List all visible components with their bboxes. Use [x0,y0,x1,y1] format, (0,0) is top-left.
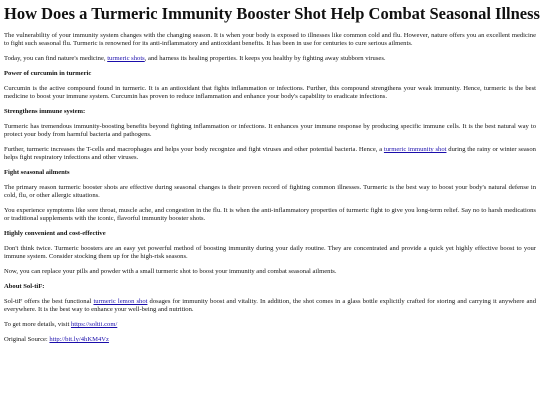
about-text-before: Sol-tiF offers the best functional [4,298,94,305]
section-heading-about: About Sol-tiF: [4,283,45,290]
section-heading-immune: Strengthens immune system: [4,108,86,115]
soltii-website-link[interactable]: https://soltii.com/ [70,321,118,328]
source-line [4,336,536,344]
immune-text-before: Further, turmeric increases the T-cells and macrophages and helps your body recognize and fight viruses and other potential bacteria. Hence, a [4,146,384,153]
immune-text-after: during the rainy or winter season helps fight respiratory infections and other viruses. [4,146,536,161]
intro-text-before: Today, you can find nature's medicine, [4,55,108,62]
section-body-immune-1: Turmeric has tremendous immunity-boosting benefits beyond fighting inflammation or infections. It enhances your immune response by producing specific immune cells. It is the best natural way to protect your body from harmful bacteria and pathogens. [4,123,536,138]
section-body-convenient-2: Now, you can replace your pills and powder with a small turmeric shot to boost your immunity and combat seasonal ailments. [4,268,337,275]
turmeric-immunity-shot-link[interactable]: turmeric immunity shot [383,146,447,153]
section-heading-seasonal: Fight seasonal ailments [4,169,70,176]
intro-paragraph-2 [4,55,536,63]
section-heading-convenient: Highly convenient and cost-effective [4,230,106,237]
section-body-curcumin: Curcumin is the active compound found in turmeric. It is an antioxidant that fights inflammation or infections. Further, this compound strengthens your weak immunity. Hence, turmeric is the best medicine to boost your immune system. Curcumin has proven to reduce inflammation and enhance your body's capability to eradicate infections. [4,85,536,100]
section-body-about [4,298,536,314]
section-body-immune-2 [4,146,536,162]
about-text-after: dosages for immunity boost and vitality. In addition, the shot comes in a glass bottle explicitly crafted for storing and carrying it anywhere and everywhere. It is the best way to enhance your well-being and nutrition. [4,298,536,313]
section-body-convenient-1: Don't think twice. Turmeric boosters are an easy yet powerful method of boosting immunity during your daily routine. They are concentrated and provide a quick yet highly effective boost to your immune system. Consider stocking them up for the high-risk seasons. [4,245,536,260]
details-text: To get more details, visit [4,321,71,328]
section-body-seasonal-1: The primary reason turmeric booster shots are effective during seasonal changes is their proven record of fighting common illnesses. Turmeric is the best way to boost your body's natural defense in cold, flu, or other allergic situations. [4,184,536,199]
turmeric-shots-link[interactable]: turmeric shots [107,55,145,62]
intro-paragraph: The vulnerability of your immunity system changes with the changing season. It is when your body is exposed to illnesses like common cold and flu. However, nature offers you an excellent medicine to fight such seasonal flu. Turmeric is renowned for its anti-inflammatory and antioxidant benefits. It has been in use for centuries to cure serious ailments. [4,32,536,47]
page-title: How Does a Turmeric Immunity Booster Shot Help Combat Seasonal Illness [4,4,540,23]
details-line [4,321,536,329]
source-text: Original Source: [4,336,50,343]
intro-text-after: , and harness its healing properties. It keeps you healthy by fighting away stubborn viruses. [144,55,386,62]
section-heading-curcumin: Power of curcumin in turmeric [4,70,92,77]
section-body-seasonal-2: You experience symptoms like sore throat, muscle ache, and congestion in the flu. It is when the anti-inflammatory properties of turmeric fight to give you long-term relief. Say no to harsh medications or traditional supplements with the iconic, flavorful immunity booster shots. [4,207,536,222]
turmeric-lemon-shot-link[interactable]: turmeric lemon shot [93,298,148,305]
original-source-link[interactable]: http://bit.ly/4hKM4Vz [49,336,109,343]
